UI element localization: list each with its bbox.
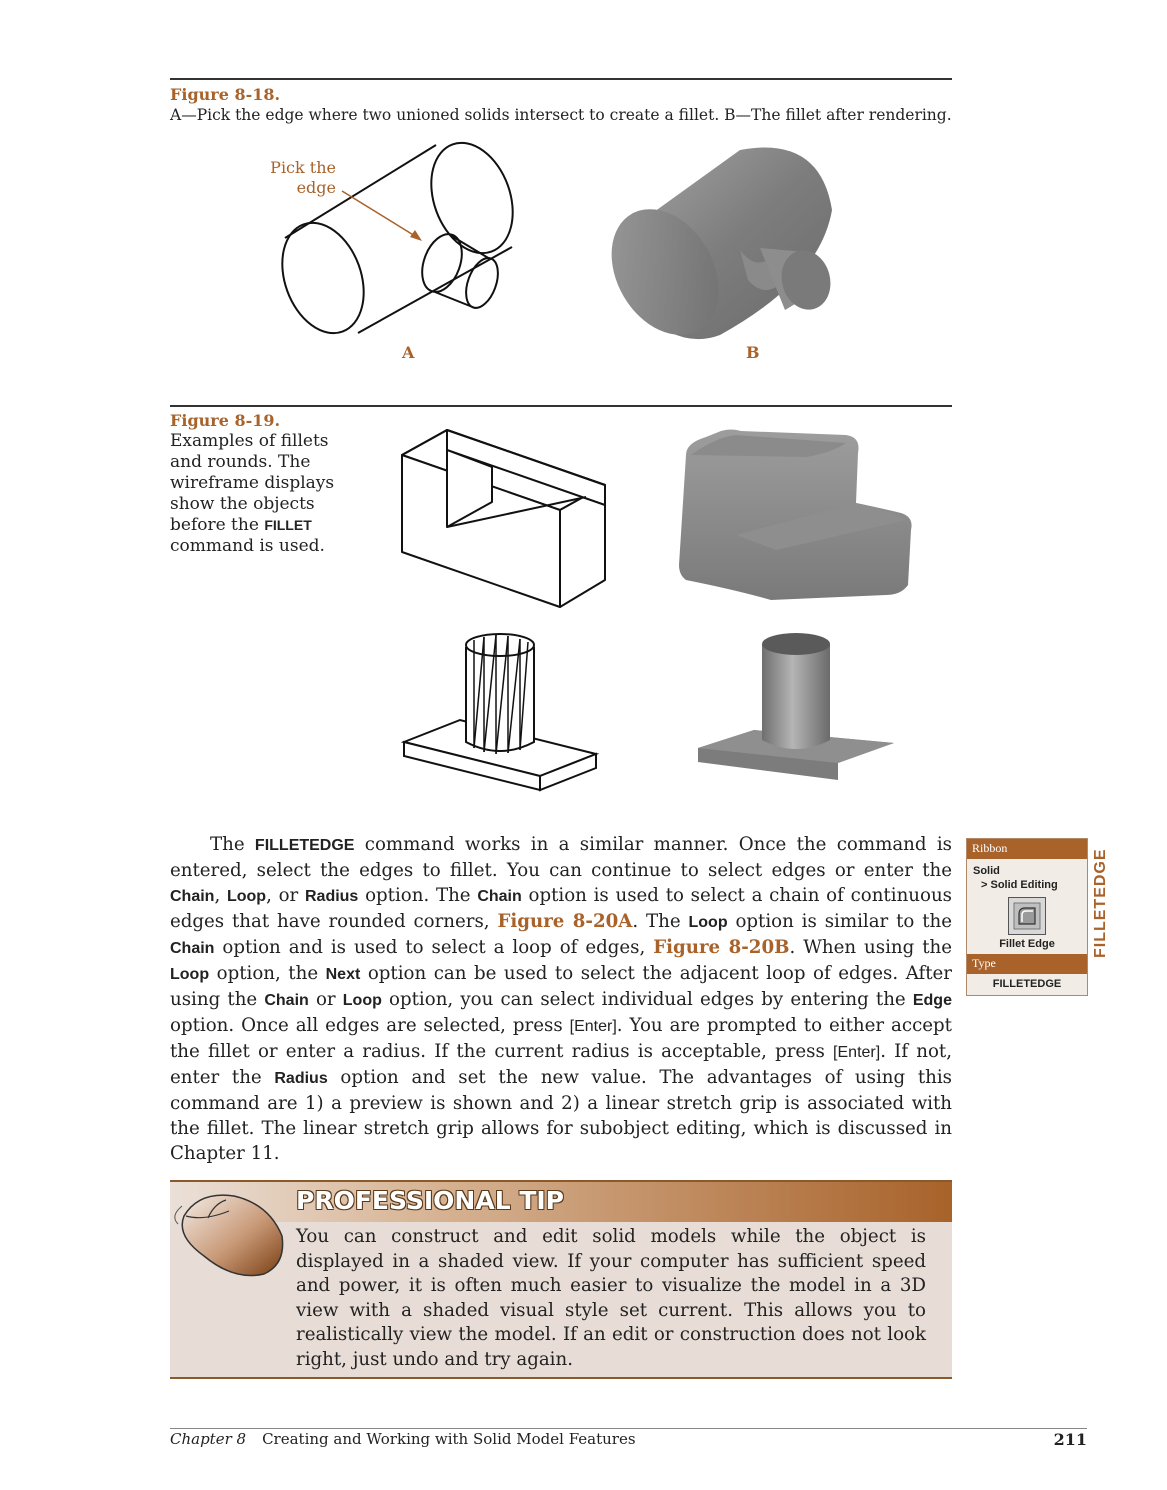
footer-chapter-number: Chapter 8 <box>170 1430 247 1448</box>
callout-line-2: edge <box>296 178 336 197</box>
figure-8-20b-reference[interactable]: Figure 8-20B <box>653 937 790 958</box>
page-number: 211 <box>1053 1430 1087 1449</box>
mouse-icon <box>174 1186 289 1281</box>
option-radius: Radius <box>274 1070 328 1087</box>
professional-tip-box <box>170 1180 952 1379</box>
body-paragraph <box>170 832 952 1166</box>
type-header: Type <box>967 954 1087 974</box>
body-text-run: option and set the new value. The advantages of using this command are 1) a preview is shown and 2) a linear stretch grip is associated with the fillet. The linear stretch grip allows for subobject editing, which is discussed in Chapter 11. <box>170 1067 952 1164</box>
body-text-run: . You are prompted to either accept the fillet or enter a radius. If the current radius is acceptable, press <box>170 1015 952 1062</box>
large-cylinder-end-right <box>417 131 527 264</box>
figure-19-label: Figure 8-19. <box>170 411 281 430</box>
professional-tip-text: You can construct and edit solid models while the object is displayed in a shaded view. If your computer has sufficient speed and power, it is often much easier to visualize the model in a 3D view with a shaded visual style set current. This allows you to realistically view the model. If an edit or construction does not look right, just undo and try again. <box>296 1226 926 1370</box>
body-text-run: The <box>210 834 255 855</box>
type-command-name: FILLETEDGE <box>992 978 1062 990</box>
body-text-run: option. Once all edges are selected, press <box>170 1015 570 1036</box>
option-loop: Loop <box>342 992 382 1009</box>
figure-18-letter-b: B <box>746 343 760 362</box>
caption-line-5-text: before the <box>170 515 265 535</box>
small-cylinder-end <box>460 254 504 312</box>
caption-line-5 <box>170 515 370 536</box>
option-loop: Loop <box>688 914 728 931</box>
ribbon-panel-name: > Solid Editing <box>981 879 1058 891</box>
figure-18a-wireframe <box>270 135 530 345</box>
footer-rule <box>170 1428 1087 1429</box>
caption-line-1: Examples of fillets <box>170 431 329 451</box>
figure-18-top-rule <box>170 78 952 80</box>
figure-19-caption <box>170 431 370 557</box>
body-text-run: . The <box>632 911 689 932</box>
body-text-run: command works in a similar manner. Once the command is entered, select the edges to fillet. You can continue to select edges or enter the <box>170 834 952 881</box>
caption-line-6: command is used. <box>170 536 325 556</box>
figure-19-step-wireframe <box>400 425 635 610</box>
figure-18-caption: A—Pick the edge where two unioned solids intersect to create a fillet. B—The fillet after rendering. <box>170 106 952 124</box>
body-text-run: option, the <box>209 963 326 984</box>
option-chain: Chain <box>477 888 522 905</box>
option-edge: Edge <box>912 992 952 1009</box>
body-text-run: . If not, enter the <box>170 1041 952 1088</box>
fillet-edge-button-label: Fillet Edge <box>999 938 1055 950</box>
footer-chapter-info <box>170 1430 636 1448</box>
option-loop: Loop <box>226 888 267 905</box>
option-chain: Chain <box>264 992 309 1009</box>
option-next: Next <box>325 966 361 983</box>
ribbon-header: Ribbon <box>967 839 1087 859</box>
body-text-run: option. The <box>358 885 478 906</box>
body-text-run: or <box>308 989 343 1010</box>
ribbon-command-box <box>966 838 1088 996</box>
caption-line-3: wireframe displays <box>170 473 335 493</box>
body-text-run: option is used to select a chain of continuous edges that have rounded corners, <box>170 885 952 932</box>
rendered-shaft-top <box>762 633 830 655</box>
figure-19-top-rule <box>170 405 952 407</box>
callout-arrowhead <box>410 230 422 241</box>
body-text-run: , <box>214 885 227 906</box>
figure-18-letter-a: A <box>402 343 415 362</box>
option-loop: Loop <box>170 966 210 983</box>
footer-chapter-title: Creating and Working with Solid Model Features <box>262 1430 636 1448</box>
option-chain: Chain <box>170 888 215 905</box>
key-enter: [Enter] <box>833 1044 881 1061</box>
figure-18-label: Figure 8-18. <box>170 85 281 104</box>
figure-19-step-rendered <box>676 425 916 605</box>
figure-18b-rendered <box>600 140 840 340</box>
option-chain: Chain <box>170 940 215 957</box>
fillet-command: FILLET <box>264 517 312 533</box>
figure-19-cylinder-wireframe <box>400 630 600 795</box>
rendered-shaft <box>762 644 830 749</box>
figure-19-cylinder-rendered <box>696 630 896 790</box>
body-text-run: , or <box>266 885 305 906</box>
professional-tip-title: PROFESSIONAL TIP <box>296 1186 565 1215</box>
body-text-run: option and is used to select a loop of edges, <box>214 937 654 958</box>
body-text-run: option can be used to select the adjacent loop of edges. After using the <box>170 963 953 1010</box>
callout-line-1: Pick the <box>270 158 336 177</box>
fillet-edge-button[interactable] <box>1008 897 1046 935</box>
caption-line-4: show the objects <box>170 494 315 514</box>
body-text-run: option, you can select individual edges by entering the <box>381 989 913 1010</box>
body-text-run: . When using the <box>789 937 952 958</box>
ribbon-tab-name: Solid <box>973 865 1000 877</box>
fillet-edge-icon <box>1013 902 1041 930</box>
caption-line-2: and rounds. The <box>170 452 311 472</box>
key-enter: [Enter] <box>569 1018 617 1035</box>
body-text-run: option is similar to the <box>727 911 953 932</box>
large-cylinder-end-left <box>268 211 378 344</box>
filletedge-vertical-tab: FILLETEDGE <box>1092 848 1109 958</box>
option-radius: Radius <box>304 888 359 905</box>
figure-8-20a-reference[interactable]: Figure 8-20A <box>497 911 633 932</box>
command-filletedge: FILLETEDGE <box>254 837 355 854</box>
